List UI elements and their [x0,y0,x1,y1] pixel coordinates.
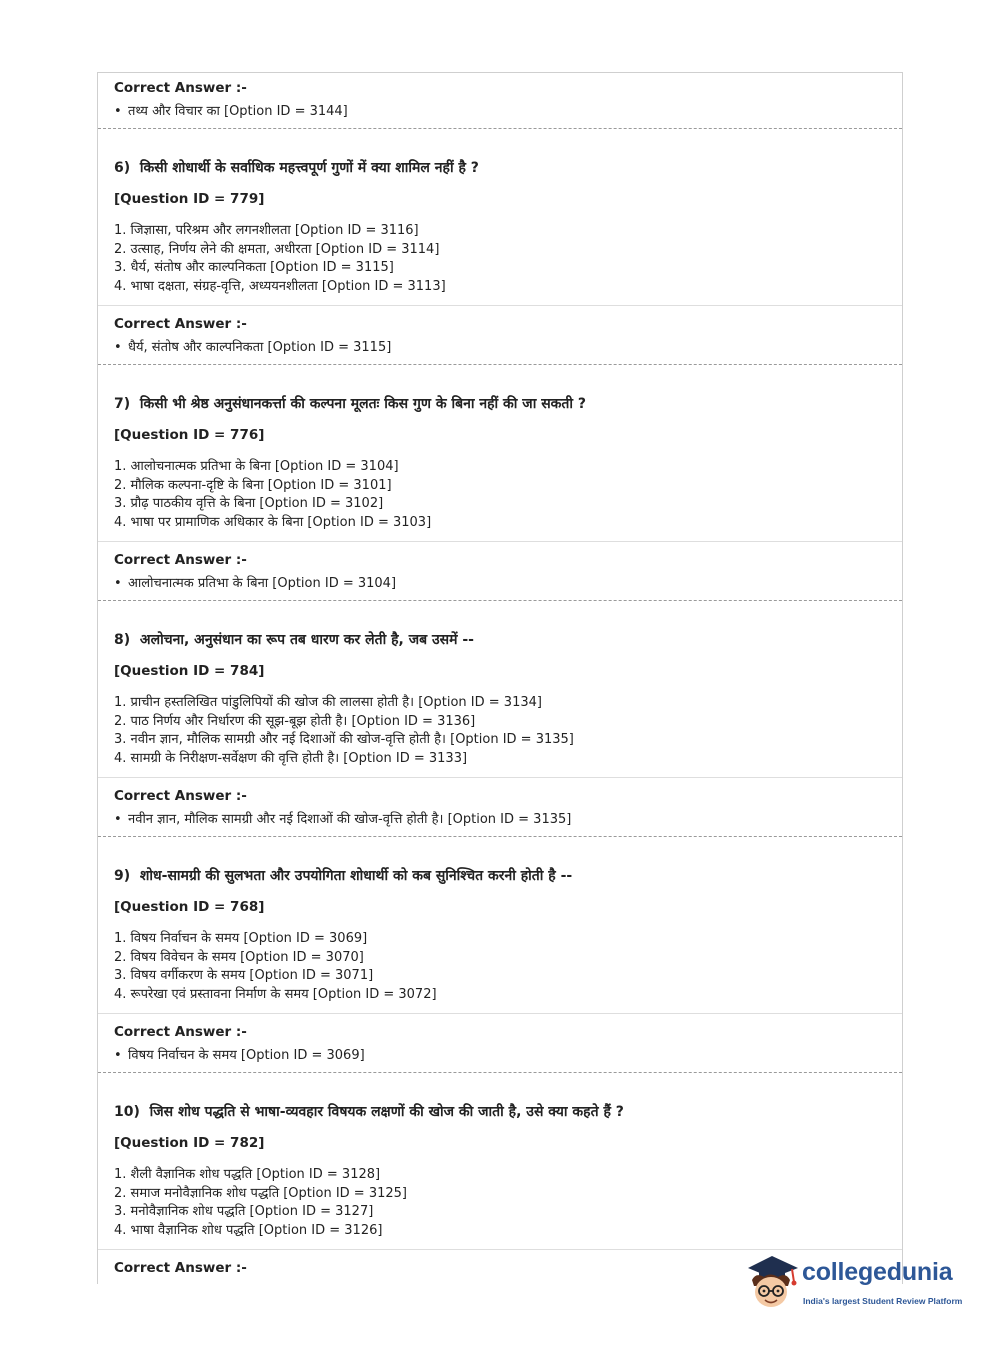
option-item: 4. रूपरेखा एवं प्रस्तावना निर्माण के समय [Option ID = 3072] [114,986,437,1002]
question-title: 9) शोध-सामग्री की सुलभता और उपयोगिता शोधार्थी को कब सुनिश्चित करनी होती है -- [114,868,573,884]
option-item: 3. धैर्य, संतोष और काल्पनिकता [Option ID = 3115] [114,260,394,275]
option-item: 3. नवीन ज्ञान, मौलिक सामग्री और नई दिशाओं की खोज-वृत्ति होती है। [Option ID = 3135] [114,732,574,747]
logo-wordmark: collegedunia [802,1258,953,1286]
question-paper-frame [97,72,903,1284]
option-list [114,930,437,1004]
separator [98,836,902,837]
correct-answer-value: • आलोचनात्मक प्रतिभा के बिना [Option ID = 3104] [114,573,396,591]
logo-tagline: India's largest Student Review Platform [803,1296,963,1306]
option-item: 3. विषय वर्गीकरण के समय [Option ID = 3071] [114,968,374,983]
option-item: 4. भाषा पर प्रामाणिक अधिकार के बिना [Option ID = 3103] [114,514,432,530]
option-item: 1. शैली वैज्ञानिक शोध पद्धति [Option ID = 3128] [114,1167,381,1182]
option-item: 4. सामग्री के निरीक्षण-सर्वेक्षण की वृत्ति होती है। [Option ID = 3133] [114,750,468,766]
collegedunia-logo [742,1250,972,1320]
question-id: [Question ID = 784] [114,663,265,679]
option-item: 2. मौलिक कल्पना-दृष्टि के बिना [Option ID = 3101] [114,477,392,493]
option-item: 4. भाषा दक्षता, संग्रह-वृत्ति, अध्ययनशीलता [Option ID = 3113] [114,278,446,294]
correct-answer-label: Correct Answer :- [114,80,247,96]
question-title: 8) अलोचना, अनुसंधान का रूप तब धारण कर लेती है, जब उसमें -- [114,632,474,648]
question-title: 10) जिस शोध पद्धति से भाषा-व्यवहार विषयक लक्षणों की खोज की जाती है, उसे क्या कहते हैं ? [114,1104,624,1120]
correct-answer-label: Correct Answer :- [114,1260,247,1276]
option-list [114,694,574,768]
correct-answer-value: • तथ्य और विचार का [Option ID = 3144] [114,101,348,119]
option-item: 1. जिज्ञासा, परिश्रम और लगनशीलता [Option ID = 3116] [114,223,419,238]
question-id: [Question ID = 782] [114,1135,265,1151]
correct-answer-value: • विषय निर्वाचन के समय [Option ID = 3069] [114,1045,365,1063]
student-mascot-icon [742,1250,802,1312]
correct-answer-label: Correct Answer :- [114,552,247,568]
separator [98,600,902,601]
divider [98,777,902,778]
question-title: 6) किसी शोधार्थी के सर्वाधिक महत्त्वपूर्ण गुणों में क्या शामिल नहीं है ? [114,160,479,176]
question-title: 7) किसी भी श्रेष्ठ अनुसंधानकर्त्ता की कल्पना मूलतः किस गुण के बिना नहीं की जा सकती ? [114,396,587,412]
option-item: 1. आलोचनात्मक प्रतिभा के बिना [Option ID = 3104] [114,459,399,474]
divider [98,305,902,306]
option-item: 2. पाठ निर्णय और निर्धारण की सूझ-बूझ होती है। [Option ID = 3136] [114,713,476,729]
option-item: 4. भाषा वैज्ञानिक शोध पद्धति [Option ID = 3126] [114,1222,383,1238]
option-item: 3. प्रौढ़ पाठकीय वृत्ति के बिना [Option ID = 3102] [114,496,384,511]
option-item: 1. विषय निर्वाचन के समय [Option ID = 3069] [114,931,368,946]
option-item: 2. समाज मनोवैज्ञानिक शोध पद्धति [Option ID = 3125] [114,1185,407,1201]
separator [98,364,902,365]
option-list [114,222,446,296]
option-item: 2. विषय विवेचन के समय [Option ID = 3070] [114,949,364,965]
correct-answer-label: Correct Answer :- [114,316,247,332]
correct-answer-label: Correct Answer :- [114,788,247,804]
question-id: [Question ID = 768] [114,899,265,915]
question-id: [Question ID = 779] [114,191,265,207]
option-item: 1. प्राचीन हस्तलिखित पांडुलिपियों की खोज की लालसा होती है। [Option ID = 3134] [114,695,542,710]
divider [98,1013,902,1014]
correct-answer-label: Correct Answer :- [114,1024,247,1040]
correct-answer-value: • धैर्य, संतोष और काल्पनिकता [Option ID = 3115] [114,337,391,355]
separator [98,1072,902,1073]
option-list [114,1166,407,1240]
divider [98,541,902,542]
separator [98,128,902,129]
correct-answer-value: • नवीन ज्ञान, मौलिक सामग्री और नई दिशाओं की खोज-वृत्ति होती है। [Option ID = 3135] [114,809,571,827]
question-id: [Question ID = 776] [114,427,265,443]
option-item: 2. उत्साह, निर्णय लेने की क्षमता, अधीरता [Option ID = 3114] [114,241,440,257]
option-list [114,458,431,532]
option-item: 3. मनोवैज्ञानिक शोध पद्धति [Option ID = 3127] [114,1204,374,1219]
